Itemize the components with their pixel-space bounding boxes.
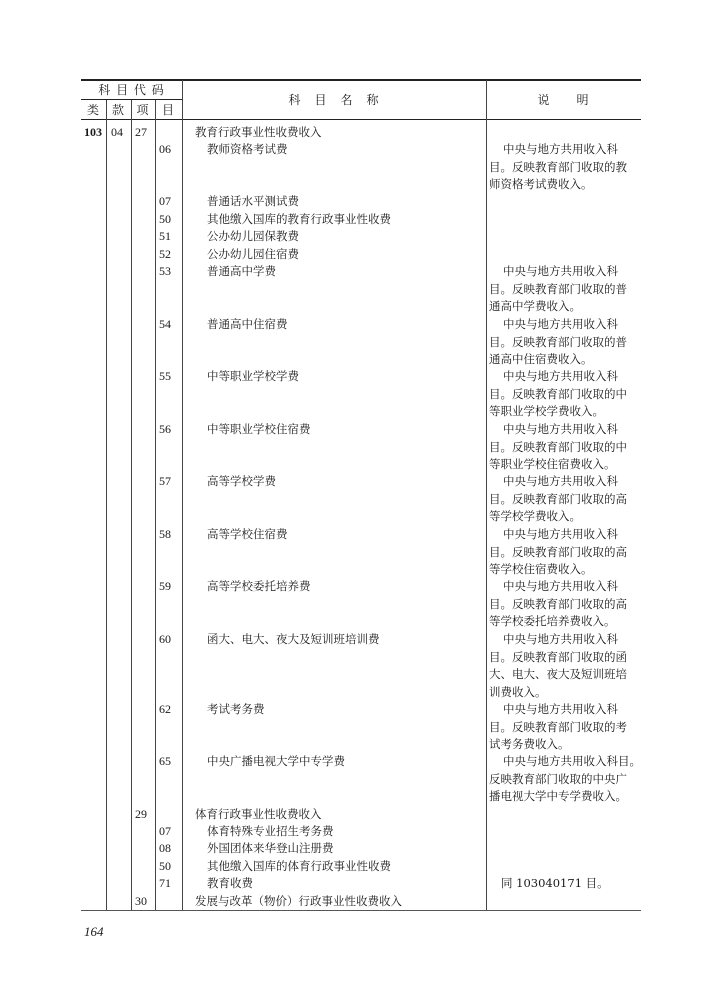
- row-code-mu: 62: [159, 702, 171, 716]
- row-description-line: 中央与地方共用收入科: [503, 317, 618, 331]
- row-item-name: 高等学校委托培养费: [207, 579, 311, 593]
- row-description-line: 中央与地方共用收入科: [503, 264, 618, 278]
- row-code-kuan: 04: [111, 125, 123, 139]
- row-code-mu: 59: [159, 579, 171, 593]
- row-item-name: 体育特殊专业招生考务费: [207, 824, 334, 838]
- row-item-name: 高等学校住宿费: [207, 527, 288, 541]
- row-code-mu: 51: [159, 229, 171, 243]
- row-description-line: 中央与地方共用收入科: [503, 527, 618, 541]
- row-description-line: 目。反映教育部门收取的教: [489, 159, 627, 174]
- row-item-name: 普通高中学费: [207, 264, 276, 278]
- row-item-name: 中等职业学校学费: [207, 369, 299, 383]
- row-code-mu: 07: [159, 824, 171, 838]
- col-divider-lei: [106, 100, 107, 910]
- row-code-mu: 55: [159, 369, 171, 383]
- row-code-xiang: 30: [135, 894, 147, 908]
- row-code-mu: 54: [159, 317, 171, 331]
- row-description-line: 通高中学费收入。: [489, 299, 581, 314]
- row-description-line: 中央与地方共用收入科: [503, 579, 618, 593]
- row-code-mu: 08: [159, 841, 171, 855]
- code-group-header: 科 目 代 码: [98, 83, 165, 97]
- row-description-line: 等学校委托培养费收入。: [489, 614, 616, 629]
- row-code-mu: 71: [159, 876, 171, 890]
- row-description-line: 等职业学校学费收入。: [489, 404, 604, 419]
- row-item-name: 函大、电大、夜大及短训班培训费: [207, 632, 380, 646]
- row-item-name: 教育收费: [207, 876, 253, 890]
- row-description-line: 训费收入。: [489, 684, 547, 699]
- row-description-line: 目。反映教育部门收取的考: [489, 719, 627, 734]
- row-code-mu: 50: [159, 859, 171, 873]
- row-item-name: 发展与改革（物价）行政事业性收费收入: [195, 894, 402, 908]
- row-code-mu: 65: [159, 754, 171, 768]
- row-description-line: 中央与地方共用收入科: [503, 702, 618, 716]
- col-header-xiang: 项: [136, 103, 150, 117]
- row-item-name: 教师资格考试费: [207, 142, 288, 156]
- row-item-name: 公办幼儿园保教费: [207, 229, 299, 243]
- row-description-line: 师资格考试费收入。: [489, 177, 593, 192]
- row-item-name: 考试考务费: [207, 702, 265, 716]
- row-code-mu: 57: [159, 474, 171, 488]
- row-code-mu: 58: [159, 527, 171, 541]
- row-description-line: 同 103040171 目。: [501, 876, 609, 890]
- row-description-line: 反映教育部门收取的中央广: [489, 771, 627, 786]
- row-code-mu: 60: [159, 632, 171, 646]
- row-description-line: 中央与地方共用收入科: [503, 369, 618, 383]
- row-item-name: 其他缴入国库的教育行政事业性收费: [207, 212, 391, 226]
- row-item-name: 高等学校学费: [207, 474, 276, 488]
- col-divider-xiang: [155, 100, 156, 910]
- row-code-mu: 52: [159, 247, 171, 261]
- col-divider-kuan: [131, 100, 132, 910]
- col-header-lei: 类: [86, 103, 100, 117]
- col-header-name: 科 目 名 称: [288, 93, 380, 107]
- row-description-line: 等学校学费收入。: [489, 509, 581, 524]
- col-divider-desc: [486, 80, 487, 910]
- col-header-desc: 说 明: [537, 93, 590, 107]
- row-description-line: 中央与地方共用收入科: [503, 422, 618, 436]
- row-description-line: 目。反映教育部门收取的高: [489, 491, 627, 506]
- row-code-lei: 103: [84, 125, 102, 139]
- row-description-line: 等职业学校住宿费收入。: [489, 457, 616, 472]
- row-code-mu: 07: [159, 194, 171, 208]
- row-description-line: 等学校住宿费收入。: [489, 562, 593, 577]
- row-description-line: 中央与地方共用收入科: [503, 142, 618, 156]
- row-item-name: 普通话水平测试费: [207, 194, 299, 208]
- row-description-line: 目。反映教育部门收取的中: [489, 386, 627, 401]
- row-description-line: 目。反映教育部门收取的高: [489, 544, 627, 559]
- row-description-line: 目。反映教育部门收取的中: [489, 439, 627, 454]
- row-item-name: 外国团体来华登山注册费: [207, 841, 334, 855]
- row-item-name: 中央广播电视大学中专学费: [207, 754, 345, 768]
- col-divider-mu: [182, 80, 183, 910]
- col-header-kuan: 款: [111, 103, 125, 117]
- row-item-name: 普通高中住宿费: [207, 317, 288, 331]
- row-description-line: 大、电大、夜大及短训班培: [489, 667, 627, 682]
- row-item-name: 教育行政事业性收费收入: [195, 125, 322, 139]
- row-code-mu: 53: [159, 264, 171, 278]
- row-item-name: 中等职业学校住宿费: [207, 422, 311, 436]
- row-description-line: 中央与地方共用收入科: [503, 632, 618, 646]
- row-item-name: 公办幼儿园住宿费: [207, 247, 299, 261]
- row-description-line: 目。反映教育部门收取的高: [489, 596, 627, 611]
- row-code-mu: 06: [159, 142, 171, 156]
- row-code-xiang: 27: [135, 125, 147, 139]
- row-code-mu: 56: [159, 422, 171, 436]
- col-header-mu: 目: [161, 103, 175, 117]
- header-bottom-rule: [81, 119, 641, 120]
- row-description-line: 中央与地方共用收入科: [503, 474, 618, 488]
- page-number: 164: [84, 924, 104, 939]
- row-description-line: 通高中住宿费收入。: [489, 352, 593, 367]
- row-description-line: 目。反映教育部门收取的普: [489, 281, 627, 296]
- row-code-xiang: 29: [135, 807, 147, 821]
- row-description-line: 目。反映教育部门收取的普: [489, 334, 627, 349]
- row-description-line: 播电视大学中专学费收入。: [489, 789, 627, 804]
- row-description-line: 试考务费收入。: [489, 737, 570, 752]
- row-description-line: 目。反映教育部门收取的函: [489, 649, 627, 664]
- row-item-name: 其他缴入国库的体育行政事业性收费: [207, 859, 391, 873]
- row-description-line: 中央与地方共用收入科目。: [503, 754, 641, 768]
- table-top-rule: [81, 79, 641, 81]
- row-code-mu: 50: [159, 212, 171, 226]
- row-item-name: 体育行政事业性收费收入: [195, 807, 322, 821]
